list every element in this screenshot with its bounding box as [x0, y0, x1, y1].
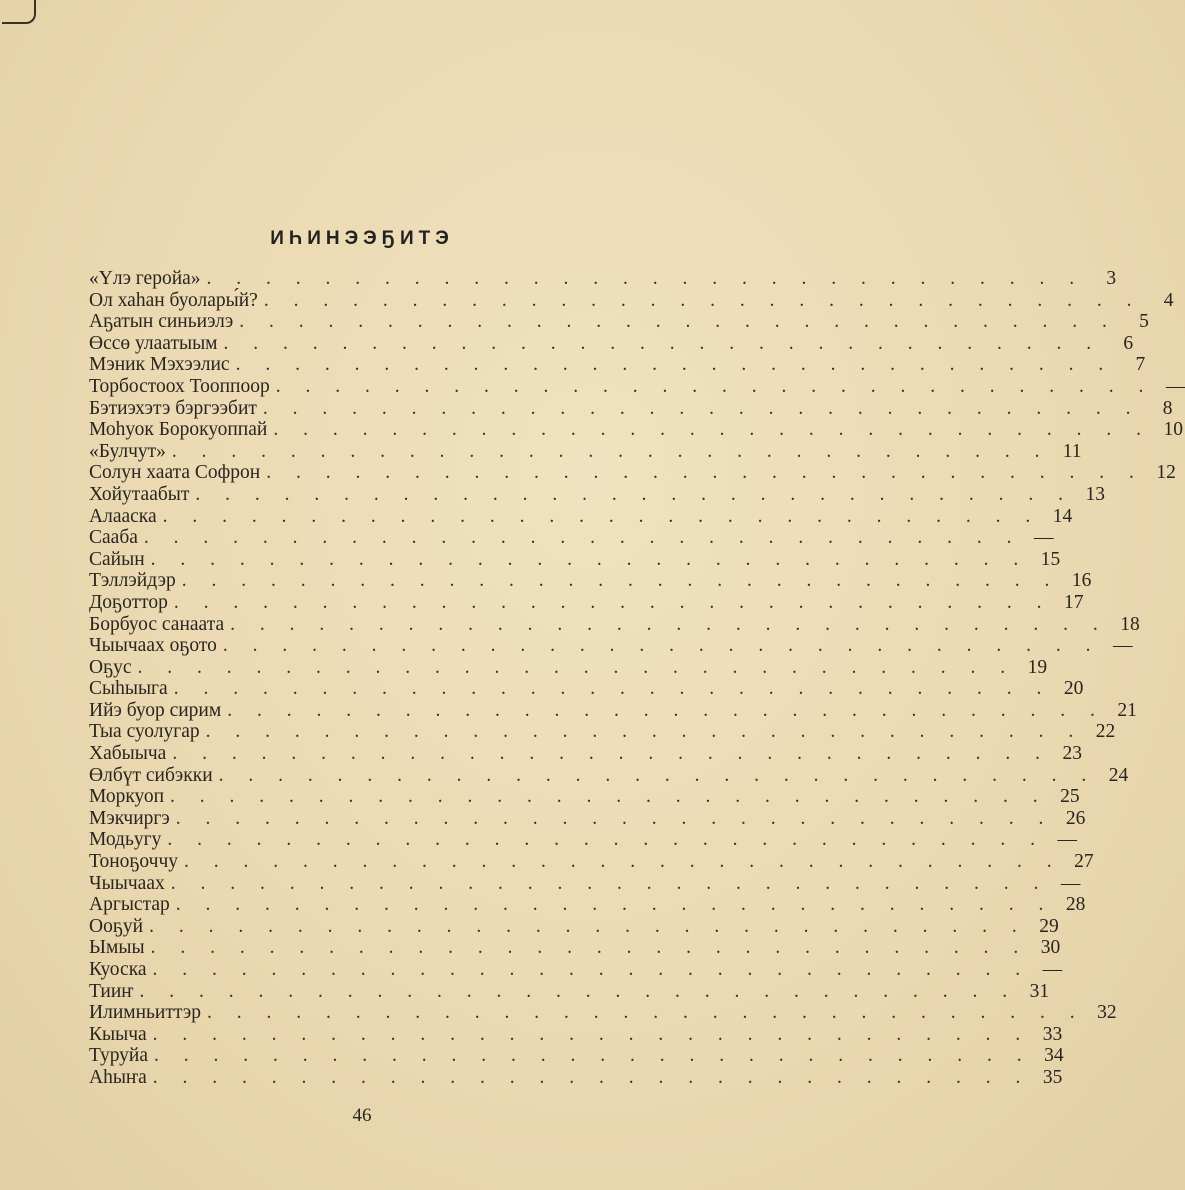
toc-entry-page: 3 — [1106, 268, 1117, 289]
dot-leader: . . . . . . . . . . . . . . . . . . . . . . . . . . . . . . — [143, 527, 1022, 549]
toc-entry — [89, 743, 1082, 765]
toc-entry-page: 30 — [1040, 937, 1061, 959]
toc-entry — [89, 591, 1084, 614]
toc-entry-title: Хабыыча — [89, 743, 167, 765]
toc-entry-page: 17 — [1064, 591, 1084, 613]
toc-entry — [89, 678, 1084, 700]
dot-leader: . . . . . . . . . . . . . . . . . . . . . . . . . . . . . . — [207, 1002, 1085, 1024]
toc-entry-title: Сыһыыга — [89, 678, 168, 700]
toc-entry-title: Модьугу — [89, 829, 162, 851]
toc-entry-page: 4 — [1163, 289, 1174, 311]
toc-entry — [89, 548, 1061, 571]
toc-entry-page: — — [1113, 635, 1133, 657]
toc-entry — [89, 959, 1063, 981]
toc-heading: ИҺИНЭЭҔИТЭ — [270, 228, 454, 249]
toc-entry-title: Тэллэйдэр — [89, 570, 176, 592]
toc-entry-page: — — [1060, 872, 1081, 894]
toc-entry — [89, 807, 1086, 830]
toc-entry-title: Мэник Мэхээлис — [89, 354, 230, 376]
dot-leader: . . . . . . . . . . . . . . . . . . . . . . . . . . . . . . — [152, 1066, 1031, 1088]
dot-leader: . . . . . . . . . . . . . . . . . . . . . . . . . . . . . . — [206, 268, 1085, 289]
toc-entry — [89, 613, 1140, 636]
toc-entry-title: Тоноҕоччу — [89, 851, 179, 873]
toc-entry-page: — — [1057, 829, 1077, 851]
dot-leader: . . . . . . . . . . . . . . . . . . . . . . . . . . . . . . — [167, 829, 1045, 851]
toc-entry — [89, 332, 1134, 355]
toc-entry — [89, 851, 1094, 873]
toc-entry-title: Кыыча — [89, 1023, 147, 1045]
toc-entry-page: 26 — [1065, 807, 1086, 829]
dot-leader: . . . . . . . . . . . . . . . . . . . . . . . . . . . . . . — [239, 311, 1117, 333]
toc-entry-page: 34 — [1044, 1045, 1064, 1067]
toc-entry-title: Солун хаата Софрон — [89, 462, 261, 484]
toc-entry-title: «Булчут» — [89, 440, 166, 462]
dot-leader: . . . . . . . . . . . . . . . . . . . . . . . . . . . . . . — [263, 289, 1142, 311]
toc-entry-page: 25 — [1060, 786, 1080, 808]
dot-leader: . . . . . . . . . . . . . . . . . . . . . . . . . . . . . . — [152, 1023, 1031, 1045]
toc-entry-title: Илимньиттэр — [89, 1002, 202, 1024]
toc-entry-title: Ол хаһан буолары́й? — [89, 289, 258, 311]
toc-entry-title: Торбостоох Тооппоор — [89, 375, 270, 397]
dot-leader: . . . . . . . . . . . . . . . . . . . . . . . . . . . . . . — [162, 505, 1041, 527]
toc-entry-page: 6 — [1123, 332, 1134, 354]
toc-entry-page: 18 — [1120, 613, 1140, 635]
dot-leader: . . . . . . . . . . . . . . . . . . . . . . . . . . . . . . — [227, 699, 1105, 721]
toc-entry — [89, 268, 1117, 290]
dot-leader: . . . . . . . . . . . . . . . . . . . . . . . . . . . . . . — [223, 332, 1102, 354]
dot-leader: . . . . . . . . . . . . . . . . . . . . . . . . . . . . . . — [184, 851, 1062, 873]
toc-entry — [89, 1002, 1117, 1024]
toc-entry — [89, 699, 1137, 722]
toc-entry — [89, 570, 1092, 592]
dot-leader: . . . . . . . . . . . . . . . . . . . . . . . . . . . . . . — [175, 807, 1054, 829]
toc-entry — [89, 440, 1082, 463]
toc-entry-title: Моһуок Борокуоппай — [89, 419, 268, 441]
toc-entry-page: 11 — [1062, 440, 1082, 462]
toc-entry — [89, 764, 1129, 787]
toc-entry-title: Сааба — [89, 527, 138, 549]
toc-entry-page: 24 — [1108, 764, 1129, 786]
page-number: 46 — [352, 1105, 372, 1126]
toc-entry-page: 29 — [1039, 915, 1059, 937]
toc-entry-title: Алааска — [89, 505, 157, 527]
toc-entry — [89, 1066, 1063, 1089]
toc-entry-title: Хойутаабыт — [89, 483, 190, 505]
dot-leader: . . . . . . . . . . . . . . . . . . . . . . . . . . . . . . — [150, 937, 1029, 959]
dot-leader: . . . . . . . . . . . . . . . . . . . . . . . . . . . . . . — [273, 419, 1151, 441]
toc-entry-page: — — [1042, 959, 1063, 980]
dot-leader: . . . . . . . . . . . . . . . . . . . . . . . . . . . . . . — [173, 678, 1052, 700]
toc-entry — [89, 527, 1054, 549]
toc-entry-page: 33 — [1042, 1023, 1063, 1045]
dot-leader: . . . . . . . . . . . . . . . . . . . . . . . . . . . . . . — [137, 656, 1016, 678]
toc-entry-page: 8 — [1162, 397, 1173, 419]
dot-leader: . . . . . . . . . . . . . . . . . . . . . . . . . . . . . . — [171, 440, 1050, 462]
toc-entry-title: Бэтиэхэтэ бэргээбит — [89, 397, 257, 419]
toc-entry-page: 19 — [1027, 656, 1048, 678]
toc-entry — [89, 980, 1050, 1003]
corner-mark — [2, 0, 36, 24]
toc-entry-title: Куоска — [89, 959, 147, 980]
dot-leader: . . . . . . . . . . . . . . . . . . . . . . . . . . . . . . — [173, 591, 1052, 613]
dot-leader: . . . . . . . . . . . . . . . . . . . . . . . . . . . . . . — [170, 872, 1049, 894]
toc-entry-title: Доҕоттор — [89, 591, 168, 613]
dot-leader: . . . . . . . . . . . . . . . . . . . . . . . . . . . . . . — [262, 397, 1141, 419]
toc-entry-title: Сайын — [89, 548, 145, 570]
table-of-contents — [89, 268, 1185, 1089]
toc-entry-page: 16 — [1071, 570, 1092, 592]
toc-entry — [89, 656, 1048, 679]
toc-entry-page: 7 — [1135, 354, 1146, 376]
toc-entry-page: 20 — [1063, 678, 1084, 700]
dot-leader: . . . . . . . . . . . . . . . . . . . . . . . . . . . . . . — [205, 721, 1084, 743]
dot-leader: . . . . . . . . . . . . . . . . . . . . . . . . . . . . . . — [170, 786, 1048, 808]
toc-entry — [89, 894, 1086, 916]
dot-leader: . . . . . . . . . . . . . . . . . . . . . . . . . . . . . . — [235, 354, 1114, 376]
dot-leader: . . . . . . . . . . . . . . . . . . . . . . . . . . . . . . — [149, 915, 1027, 937]
toc-entry-title: Борбуос санаата — [89, 613, 225, 635]
toc-entry-page: 28 — [1065, 894, 1086, 916]
toc-entry — [89, 829, 1077, 851]
toc-entry — [89, 635, 1133, 657]
toc-entry — [89, 1023, 1063, 1046]
toc-entry-page: — — [1165, 375, 1185, 397]
toc-entry-title: Мэкчиргэ — [89, 807, 170, 829]
toc-entry-title: Өссө улаатыым — [89, 332, 218, 354]
toc-entry-page: 5 — [1139, 311, 1149, 333]
dot-leader: . . . . . . . . . . . . . . . . . . . . . . . . . . . . . . — [152, 959, 1031, 980]
toc-entry — [89, 1045, 1064, 1067]
toc-entry-title: «Үлэ геройа» — [89, 268, 201, 289]
toc-entry-title: Аһыҥа — [89, 1066, 147, 1088]
toc-entry-page: 15 — [1040, 548, 1061, 570]
toc-entry-title: Туруйа — [89, 1045, 149, 1067]
toc-entry-page: 10 — [1163, 419, 1183, 441]
dot-leader: . . . . . . . . . . . . . . . . . . . . . . . . . . . . . . — [150, 548, 1029, 570]
dot-leader: . . . . . . . . . . . . . . . . . . . . . . . . . . . . . . — [275, 375, 1154, 397]
toc-entry — [89, 721, 1116, 743]
dot-leader: . . . . . . . . . . . . . . . . . . . . . . . . . . . . . . — [139, 980, 1018, 1002]
toc-entry-page: 35 — [1042, 1066, 1063, 1088]
toc-entry — [89, 419, 1183, 441]
toc-entry-page: 27 — [1074, 851, 1094, 873]
dot-leader: . . . . . . . . . . . . . . . . . . . . . . . . . . . . . . — [154, 1045, 1032, 1067]
toc-entry — [89, 354, 1146, 376]
toc-entry-page: 12 — [1156, 462, 1176, 484]
toc-entry — [89, 311, 1149, 333]
toc-entry-page: 31 — [1029, 980, 1050, 1002]
toc-entry-title: Аҕатын синьиэлэ — [89, 311, 234, 333]
toc-entry-title: Ымыы — [89, 937, 145, 959]
toc-entry — [89, 937, 1061, 959]
toc-entry — [89, 289, 1174, 312]
toc-entry-title: Өлбүт сибэкки — [89, 764, 213, 786]
toc-entry — [89, 375, 1185, 398]
dot-leader: . . . . . . . . . . . . . . . . . . . . . . . . . . . . . . — [266, 462, 1144, 484]
toc-entry — [89, 786, 1080, 808]
toc-entry-page: 13 — [1085, 483, 1106, 505]
toc-entry — [89, 462, 1176, 484]
toc-entry-page: 32 — [1097, 1002, 1117, 1024]
toc-entry — [89, 872, 1081, 895]
toc-entry-title: Оҕус — [89, 656, 132, 678]
dot-leader: . . . . . . . . . . . . . . . . . . . . . . . . . . . . . . — [222, 635, 1101, 657]
toc-entry-title: Ооҕуй — [89, 915, 144, 937]
toc-entry-title: Аргыстар — [89, 894, 170, 916]
toc-entry — [89, 505, 1073, 528]
toc-entry — [89, 915, 1059, 938]
dot-leader: . . . . . . . . . . . . . . . . . . . . . . . . . . . . . . — [195, 483, 1074, 505]
toc-entry-title: Тииҥ — [89, 980, 134, 1002]
toc-entry-title: Ийэ буор сирим — [89, 699, 222, 721]
toc-entry — [89, 397, 1173, 420]
dot-leader: . . . . . . . . . . . . . . . . . . . . . . . . . . . . . . — [218, 764, 1097, 786]
toc-entry-page: — — [1034, 527, 1054, 549]
toc-entry-title: Чыычаах — [89, 872, 165, 894]
toc-entry-title: Моркуоп — [89, 786, 165, 808]
dot-leader: . . . . . . . . . . . . . . . . . . . . . . . . . . . . . . — [230, 613, 1108, 635]
toc-entry — [89, 483, 1106, 506]
dot-leader: . . . . . . . . . . . . . . . . . . . . . . . . . . . . . . — [172, 743, 1050, 765]
toc-entry-title: Тыа суолугар — [89, 721, 200, 743]
dot-leader: . . . . . . . . . . . . . . . . . . . . . . . . . . . . . . — [175, 894, 1054, 916]
toc-entry-page: 23 — [1062, 743, 1082, 765]
toc-entry-page: 14 — [1052, 505, 1073, 527]
dot-leader: . . . . . . . . . . . . . . . . . . . . . . . . . . . . . . — [181, 570, 1060, 592]
toc-entry-page: 21 — [1117, 699, 1137, 721]
toc-entry-title: Чыычаах оҕото — [89, 635, 217, 657]
toc-entry-page: 22 — [1095, 721, 1116, 743]
